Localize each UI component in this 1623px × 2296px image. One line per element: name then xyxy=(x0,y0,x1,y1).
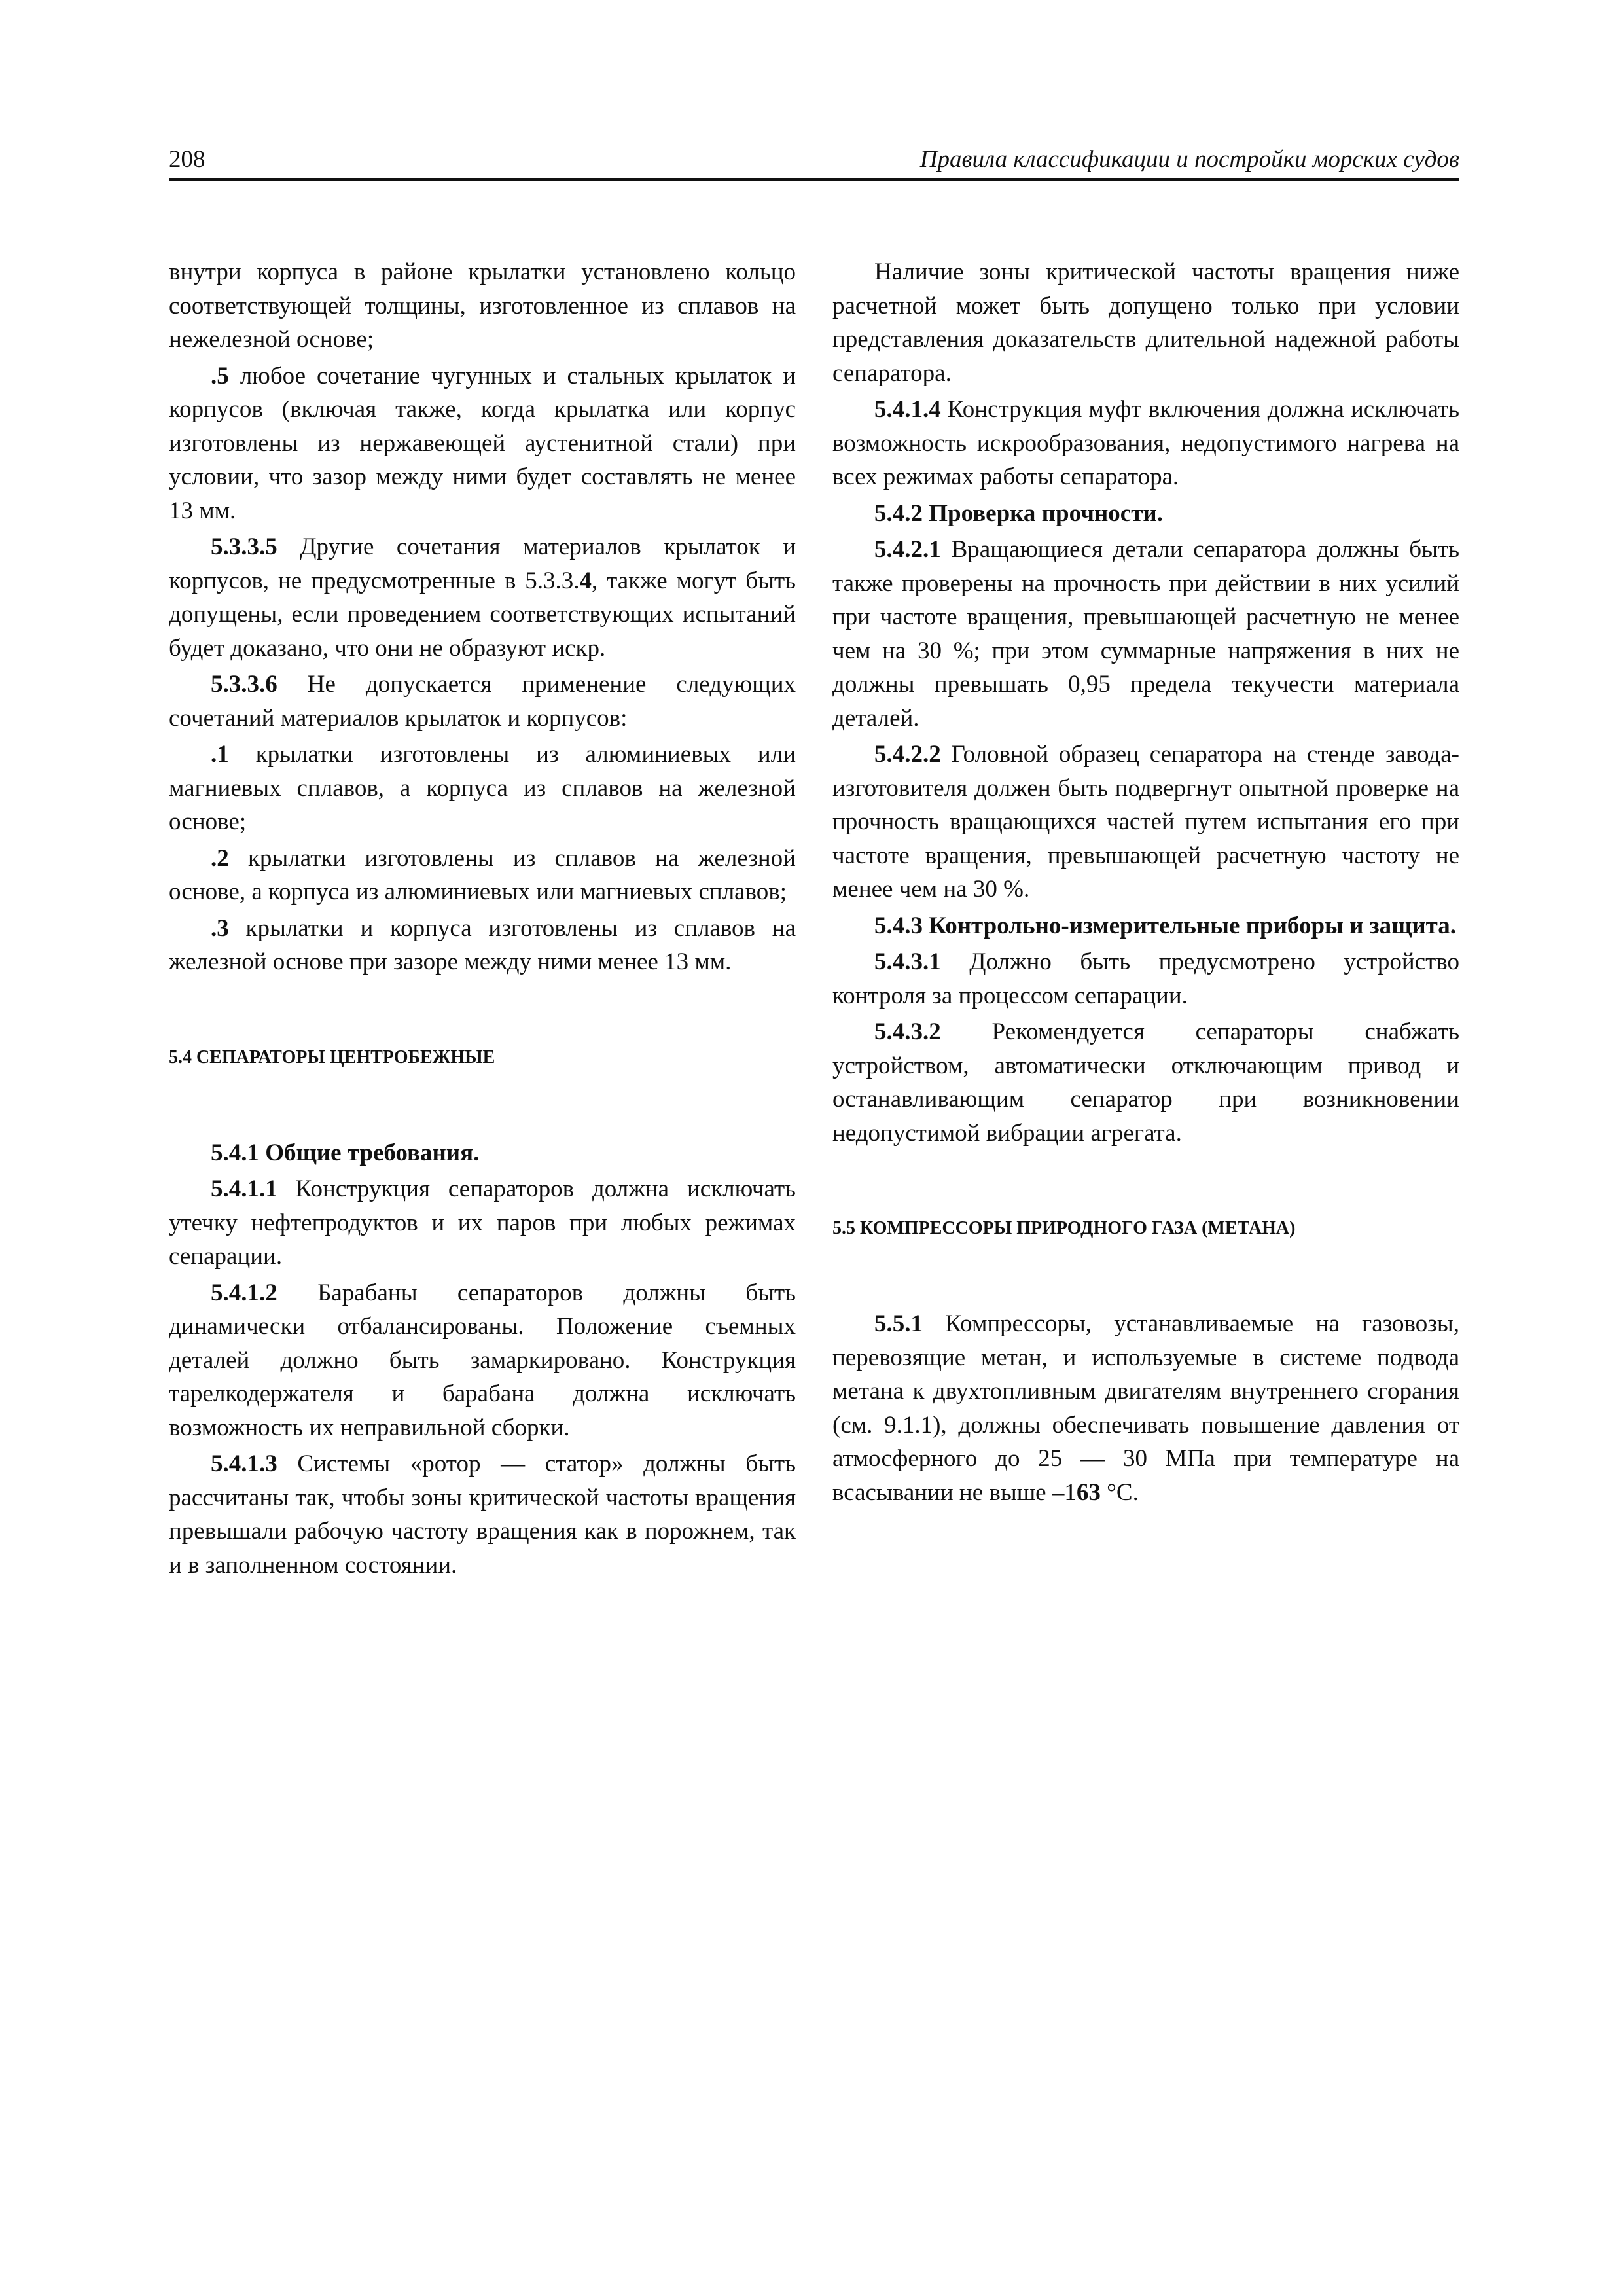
clause-text: Конструкция муфт включения должна исключать возможность искрообразования, недопустимого нагрева на всех режимах работы сепаратора. xyxy=(832,396,1459,490)
clause xyxy=(169,1447,796,1582)
clause-number: 5.4.1.4 xyxy=(874,396,941,423)
subsection-heading xyxy=(169,1136,796,1170)
subsection-heading xyxy=(832,909,1459,943)
item-text: крылатки изготовлены из алюминиевых или магниевых сплавов, а корпуса из сплавов на железной основе; xyxy=(169,741,796,835)
subsection-title: 5.4.1 Общие требования. xyxy=(211,1139,480,1166)
running-title: Правила классификации и постройки морских судов xyxy=(919,146,1459,173)
clause xyxy=(832,533,1459,735)
item-number: .5 xyxy=(211,362,229,389)
clause-text: Не допускается применение следующих сочетаний материалов крылаток и корпусов: xyxy=(169,671,796,732)
spacer xyxy=(832,1153,1459,1215)
paragraph xyxy=(832,255,1459,390)
item-text: крылатки и корпуса изготовлены из сплавов на железной основе при зазоре между ними менее 13 мм. xyxy=(169,914,796,975)
list-item xyxy=(169,359,796,528)
section-title: 5.4 СЕПАРАТОРЫ ЦЕНТРОБЕЖНЫЕ xyxy=(169,1047,495,1067)
clause xyxy=(169,1172,796,1274)
item-text: любое сочетание чугунных и стальных крылаток и корпусов (включая также, когда крылатка или корпус изготовлены из нержавеющей аустенитной стали) при условии, что зазор между ними будет составлять не менее 13 мм. xyxy=(169,362,796,524)
clause-text: Другие сочетания материалов крылаток и корпусов, не предусмотренные в 5.3.3. xyxy=(169,533,796,594)
clause-number: 5.4.1.1 xyxy=(211,1175,277,1202)
clause xyxy=(169,1276,796,1445)
clause-text: °С. xyxy=(1100,1479,1139,1506)
paragraph-text: Наличие зоны критической частоты вращения ниже расчетной может быть допущено только при условии представления доказательств длительной надежной работы сепаратора. xyxy=(832,259,1459,387)
clause xyxy=(832,1015,1459,1150)
subsection-title: 5.4.2 Проверка прочности. xyxy=(874,499,1163,527)
clause xyxy=(169,668,796,735)
list-item xyxy=(169,738,796,839)
clause-number: 5.4.1.2 xyxy=(211,1279,277,1306)
clause-text: Должно быть предусмотрено устройство контроля за процессом сепарации. xyxy=(832,948,1459,1009)
item-number: .1 xyxy=(211,741,229,768)
clause-number: 5.4.2.1 xyxy=(874,536,941,563)
clause-number: 5.4.2.2 xyxy=(874,741,941,768)
clause-text: Рекомендуется сепараторы снабжать устройством, автоматически отключающим привод и останавливающим сепаратор при возникновении недопустимой вибрации агрегата. xyxy=(832,1018,1459,1147)
clause xyxy=(169,530,796,665)
clause-number: 5.5.1 xyxy=(874,1310,923,1337)
clause xyxy=(832,945,1459,1013)
clause xyxy=(832,738,1459,906)
clause-text: Системы «ротор — статор» должны быть рассчитаны так, чтобы зоны критической частоты вращения превышали рабочую частоту вращения как в порожнем, так и в заполненном состоянии. xyxy=(169,1450,796,1579)
clause-number: 5.3.3.5 xyxy=(211,533,277,560)
clause-text: , также могут быть допущены, если проведением соответствующих испытаний будет доказано, что они не образуют искр. xyxy=(169,567,796,662)
clause xyxy=(832,1307,1459,1509)
clause-text: Барабаны сепараторов должны быть динамически отбалансированы. Положение съемных деталей должно быть замаркировано. Конструкция тарелкодержателя и барабана должна исключать возможность их неправильной сборки. xyxy=(169,1279,796,1441)
clause-text: Компрессоры, устанавливаемые на газовозы, перевозящие метан, и используемые в системе подвода метана к двухтопливным двигателям внутреннего сгорания (см. 9.1.1), должны обеспечивать повышение давления от атмосферного до 25 — 30 МПа при температуре на всасывании не выше –1 xyxy=(832,1310,1459,1506)
section-title: 5.5 КОМПРЕССОРЫ ПРИРОДНОГО ГАЗА (МЕТАНА) xyxy=(832,1218,1296,1238)
list-item xyxy=(169,912,796,979)
clause-number: 5.4.1.3 xyxy=(211,1450,277,1477)
subsection-heading xyxy=(832,497,1459,531)
spacer xyxy=(169,982,796,1045)
page-number: 208 xyxy=(169,146,205,173)
clause-text: Конструкция сепараторов должна исключать утечку нефтепродуктов и их паров при любых режимах сепарации. xyxy=(169,1175,796,1270)
clause-bold-digits: 63 xyxy=(1076,1479,1101,1506)
spacer xyxy=(169,1073,796,1136)
paragraph xyxy=(169,255,796,357)
right-column xyxy=(832,255,1459,1512)
clause-text: Вращающиеся детали сепаратора должны быть также проверены на прочность при действии в них усилий при частоте вращения, превышающей расчетную не менее чем на 30 %; при этом суммарные напряжения в них не должны превышать 0,95 предела текучести материала деталей. xyxy=(832,536,1459,732)
subsection-title: 5.4.3 Контрольно-измерительные приборы и защита. xyxy=(874,912,1457,939)
item-number: .3 xyxy=(211,914,229,942)
clause-number: 5.4.3.2 xyxy=(874,1018,941,1045)
left-column xyxy=(169,255,796,1585)
clause-ref: 4 xyxy=(579,567,592,594)
clause xyxy=(832,393,1459,494)
spacer xyxy=(832,1244,1459,1307)
item-text: крылатки изготовлены из сплавов на железной основе, а корпуса из алюминиевых или магниевых сплавов; xyxy=(169,844,796,905)
item-number: .2 xyxy=(211,844,229,872)
clause-text: Головной образец сепаратора на стенде завода-изготовителя должен быть подвергнут опытной проверке на прочность вращающихся частей путем испытания его при частоте вращения, превышающей расчетную частоту не менее чем на 30 %. xyxy=(832,741,1459,903)
clause-number: 5.4.3.1 xyxy=(874,948,941,975)
header-rule xyxy=(169,178,1459,181)
paragraph-text: внутри корпуса в районе крылатки установлено кольцо соответствующей толщины, изготовленное из сплавов на нежелезной основе; xyxy=(169,259,796,353)
list-item xyxy=(169,842,796,909)
clause-number: 5.3.3.6 xyxy=(211,671,277,698)
